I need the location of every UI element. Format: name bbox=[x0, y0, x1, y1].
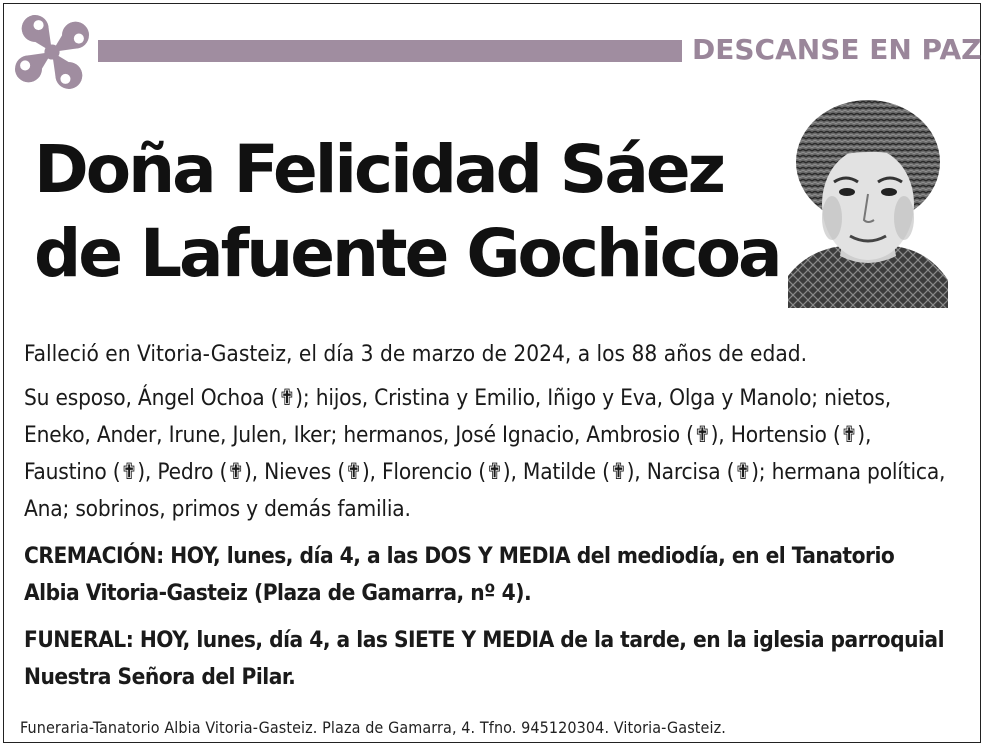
death-notice: Falleció en Vitoria-Gasteiz, el día 3 de marzo de 2024, a los 88 años de edad. bbox=[24, 341, 808, 367]
funeral-home-footer: Funeraria-Tanatorio Albia Vitoria-Gasteiz. Plaza de Gamarra, 4. Tfno. 945120304. Vitoria-Gasteiz. bbox=[20, 718, 726, 737]
cremation-info: CREMACIÓN: HOY, lunes, día 4, a las DOS Y MEDIA del mediodía, en el Tanatorio Albia Vitoria-Gasteiz (Plaza de Gamarra, nº 4). bbox=[24, 543, 895, 606]
lauburu-icon bbox=[10, 10, 94, 94]
portrait-photo bbox=[788, 100, 948, 308]
header-bar bbox=[98, 40, 682, 62]
funeral-info: FUNERAL: HOY, lunes, día 4, a las SIETE Y MEDIA de la tarde, en la iglesia parroquial Nuestra Señora del Pilar. bbox=[24, 627, 945, 690]
deceased-name bbox=[34, 128, 784, 296]
header-title: DESCANSE EN PAZ bbox=[692, 33, 982, 66]
family-list: Su esposo, Ángel Ochoa (✟); hijos, Cristina y Emilio, Iñigo y Eva, Olga y Manolo; nietos, Eneko, Ander, Irune, Julen, Iker; hermanos, José Ignacio, Ambrosio (✟), Hortensio (✟), Faustino (✟), Pedro (✟), Nieves (✟), Florencio (✟), Matilde (✟), Narcisa (✟); hermana política, Ana; sobrinos, primos y demás familia. bbox=[24, 385, 946, 522]
name-line-1: Doña Felicidad Sáez bbox=[34, 131, 724, 208]
name-line-2: de Lafuente Gochicoa bbox=[34, 215, 780, 292]
